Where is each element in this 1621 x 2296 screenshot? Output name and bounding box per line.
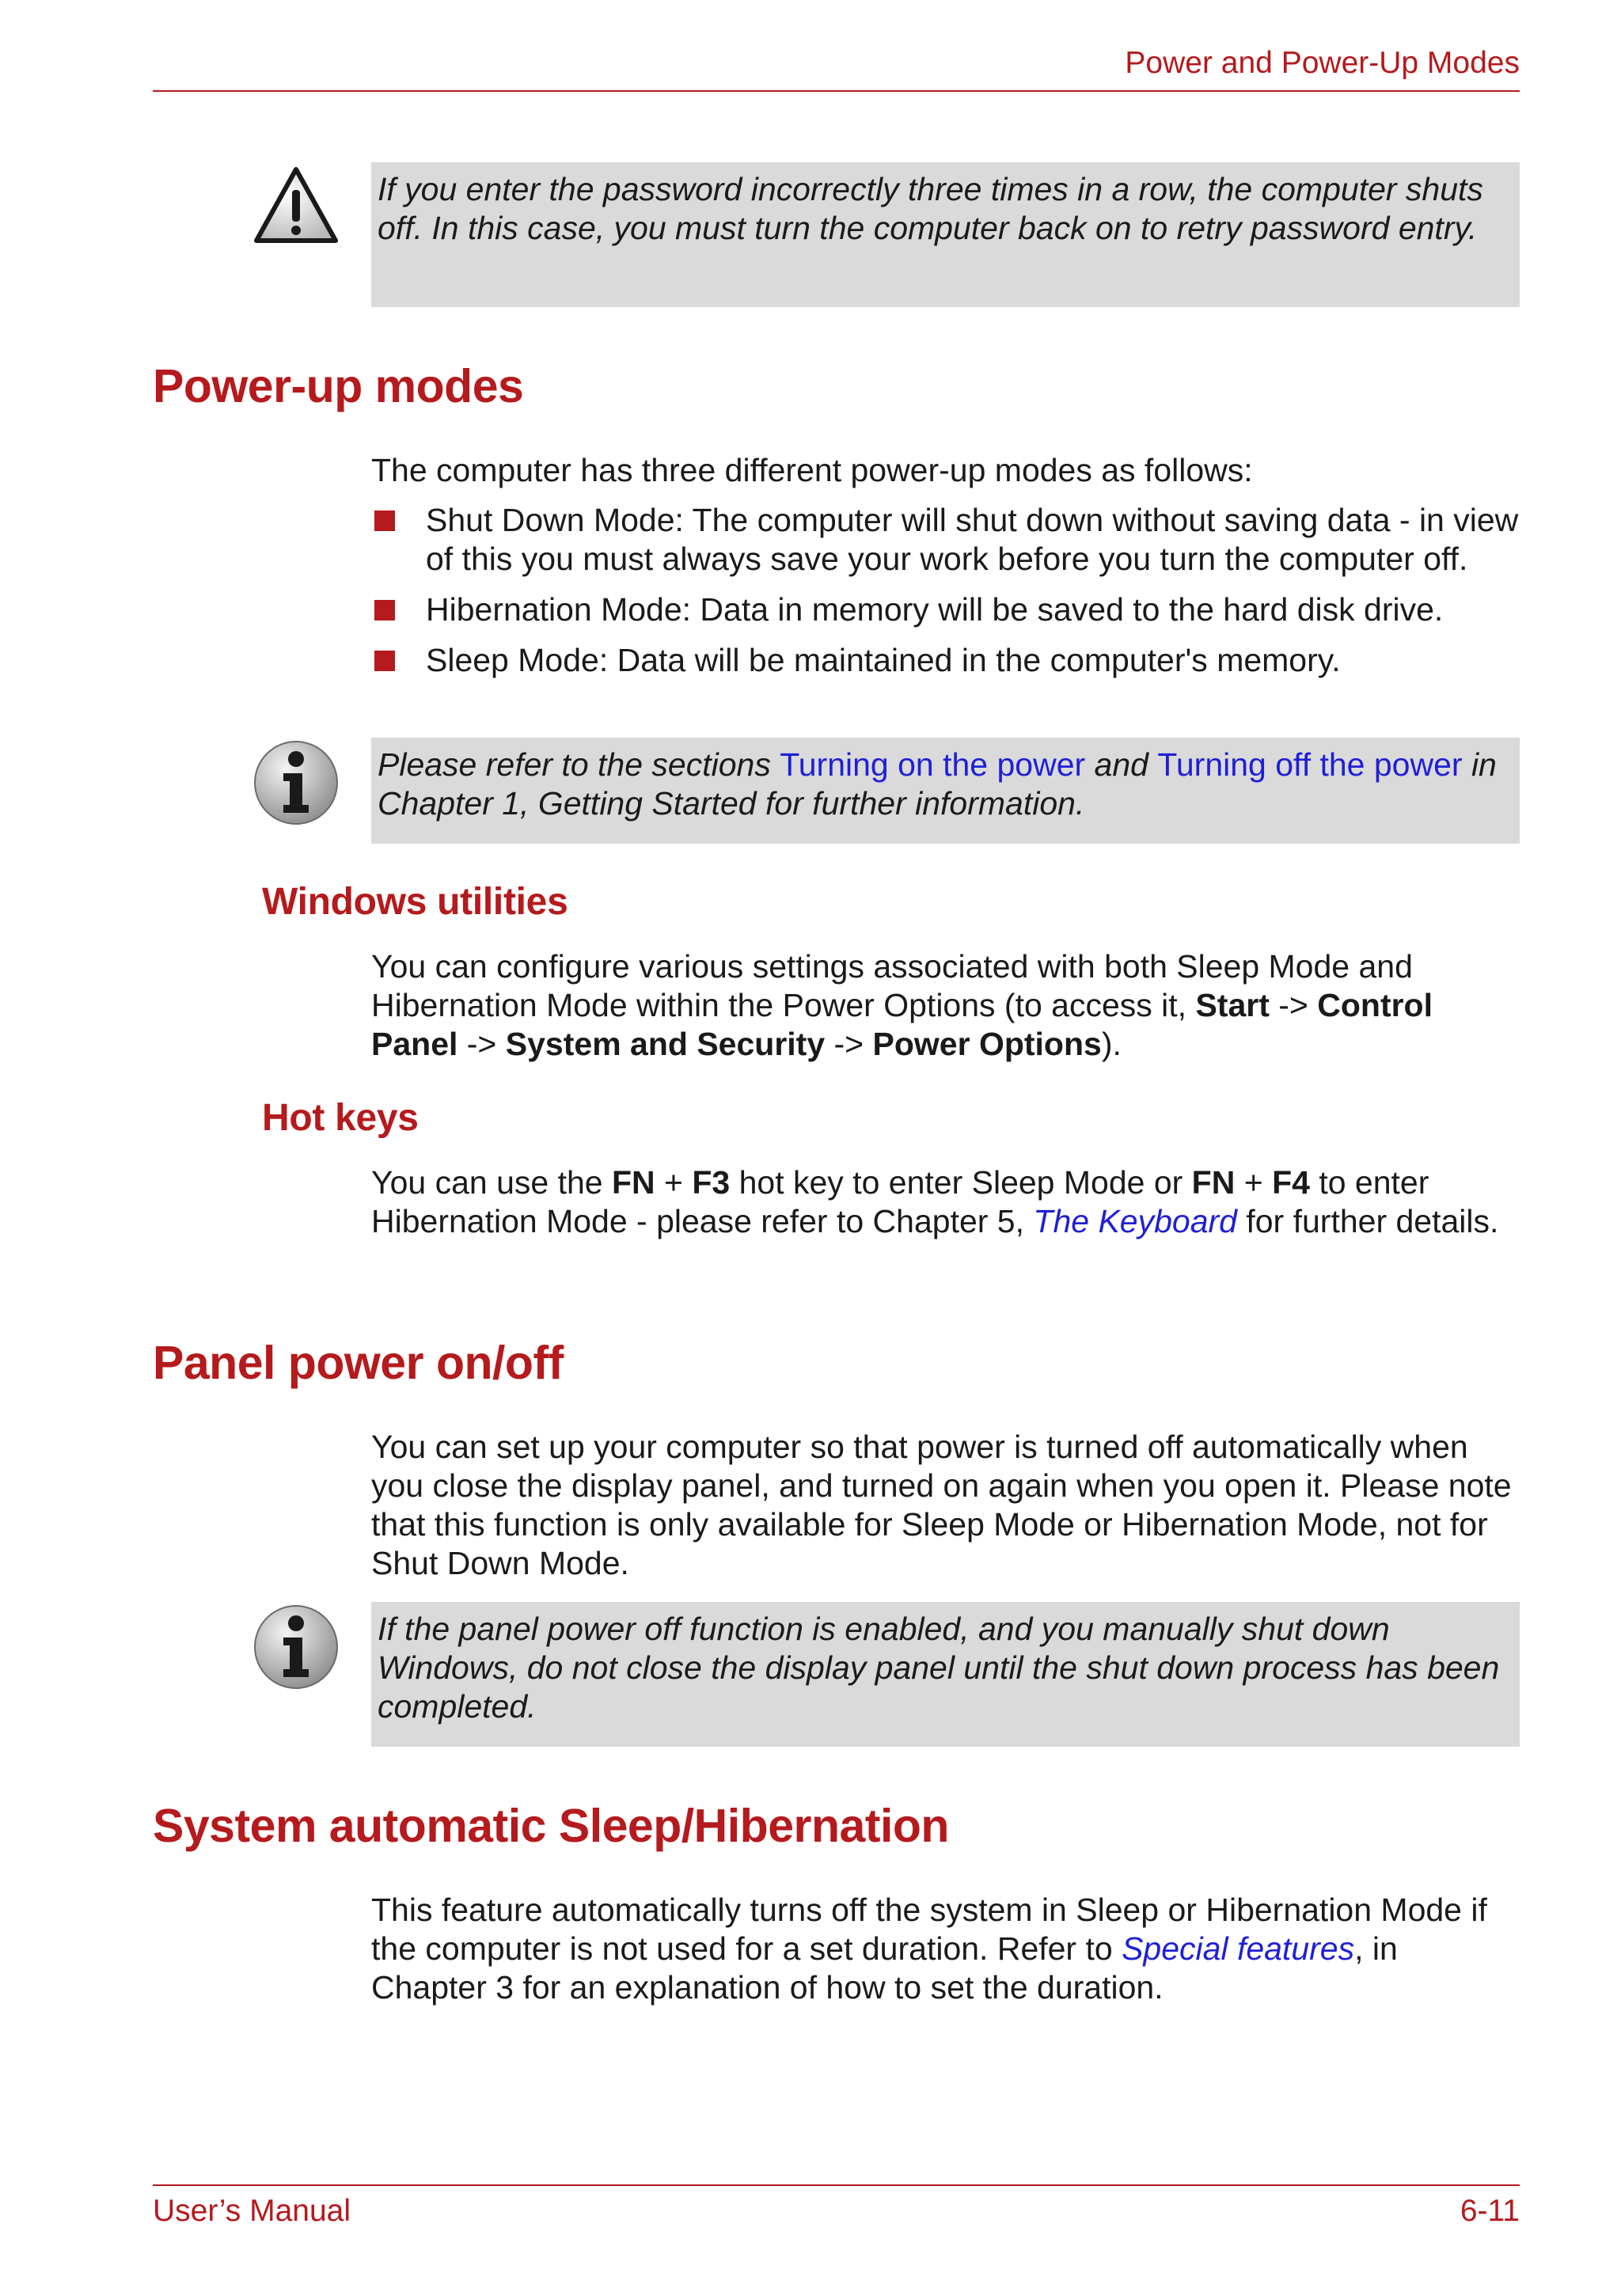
text-run: -> — [825, 1026, 873, 1062]
note-panel-power — [371, 1602, 1520, 1747]
auto-sleep-text — [371, 1891, 1520, 2007]
bullet-square — [374, 510, 395, 531]
powerup-intro: The computer has three different power-up modes as follows: — [371, 452, 1253, 488]
windows-utilities-text — [371, 947, 1520, 1064]
page-footer — [153, 2184, 1520, 2228]
list-item-text: Sleep Mode: Data will be maintained in the computer's memory. — [426, 642, 1341, 678]
section-heading-auto-sleep: System automatic Sleep/Hibernation — [153, 1800, 949, 1852]
note-refer-text: and — [1085, 746, 1158, 783]
text-run: , in Chapter 3 for an explanation of how to set the duration. — [371, 1930, 1398, 2006]
list-item-text: Shut Down Mode: The computer will shut down without saving data - in view of this you must always save your work before you turn the computer off. — [426, 502, 1519, 577]
header-title: Power and Power-Up Modes — [1125, 46, 1520, 80]
note-refer — [371, 738, 1520, 844]
note-password — [371, 162, 1520, 307]
text-run: You can use the — [371, 1164, 612, 1201]
hot-keys-text — [371, 1163, 1520, 1241]
subheading-hot-keys: Hot keys — [262, 1097, 419, 1139]
menu-path-start: Start — [1195, 987, 1270, 1023]
list-item — [371, 590, 1520, 629]
subheading-windows-utilities: Windows utilities — [262, 881, 568, 923]
text-run: This feature automatically turns off the system in Sleep or Hibernation Mode if the computer is not used for a set duration. Refer to — [371, 1892, 1487, 1967]
page-number: 6-11 — [1460, 2194, 1520, 2228]
text-run: + — [655, 1164, 693, 1201]
key-f3: F3 — [692, 1164, 731, 1201]
menu-path-control-panel: Control Panel — [371, 987, 1433, 1062]
note-password-text: If you enter the password incorrectly three times in a row, the computer shuts off. In this case, you must turn the computer back on to retry password entry. — [378, 171, 1483, 246]
link-the-keyboard[interactable]: The Keyboard — [1033, 1203, 1237, 1239]
menu-path-system-security: System and Security — [505, 1026, 826, 1062]
text-run: -> — [457, 1026, 506, 1062]
text-run: ). — [1101, 1026, 1122, 1062]
list-item-text: Hibernation Mode: Data in memory will be saved to the hard disk drive. — [426, 591, 1444, 628]
warning-icon — [252, 163, 340, 252]
menu-path-power-options: Power Options — [872, 1026, 1102, 1062]
note-panel-text: If the panel power off function is enabled, and you manually shut down Windows, do not close the display panel until the shut down process has been completed. — [378, 1611, 1500, 1725]
list-item — [371, 641, 1520, 680]
note-refer-text: Please refer to the sections — [378, 746, 780, 783]
text-run: You can configure various settings associated with both Sleep Mode and Hibernation Mode within the Power Options (to access it, — [371, 948, 1413, 1023]
text-run: -> — [1269, 987, 1318, 1023]
bullet-square — [374, 600, 395, 620]
section-heading-panel-power: Panel power on/off — [153, 1337, 564, 1389]
text-run: hot key to enter Sleep Mode or — [730, 1164, 1192, 1201]
key-fn: FN — [1191, 1164, 1236, 1201]
text-run: to enter Hibernation Mode - please refer to Chapter 5, — [371, 1164, 1429, 1239]
info-icon — [252, 738, 340, 827]
key-f4: F4 — [1272, 1164, 1310, 1201]
text-run: + — [1235, 1164, 1273, 1201]
footer-manual-title: User’s Manual — [153, 2194, 351, 2228]
link-turning-on-power[interactable]: Turning on the power — [780, 746, 1086, 783]
text-run: for further details. — [1236, 1203, 1499, 1239]
section-heading-powerup: Power-up modes — [153, 360, 524, 412]
powerup-mode-list — [371, 501, 1520, 692]
link-turning-off-power[interactable]: Turning off the power — [1157, 746, 1463, 783]
page-header — [153, 44, 1520, 92]
list-item — [371, 501, 1520, 579]
link-special-features[interactable]: Special features — [1122, 1930, 1355, 1967]
panel-power-text: You can set up your computer so that power is turned off automatically when you close the display panel, and turned on again when you open it. Please note that this function is only available for Sleep Mode or Hibernation Mode, not for Shut Down Mode. — [371, 1429, 1512, 1581]
bullet-square — [374, 651, 395, 671]
note-refer-text: in Chapter 1, Getting Started for further information. — [378, 746, 1497, 822]
key-fn: FN — [611, 1164, 655, 1201]
info-icon — [252, 1603, 340, 1691]
